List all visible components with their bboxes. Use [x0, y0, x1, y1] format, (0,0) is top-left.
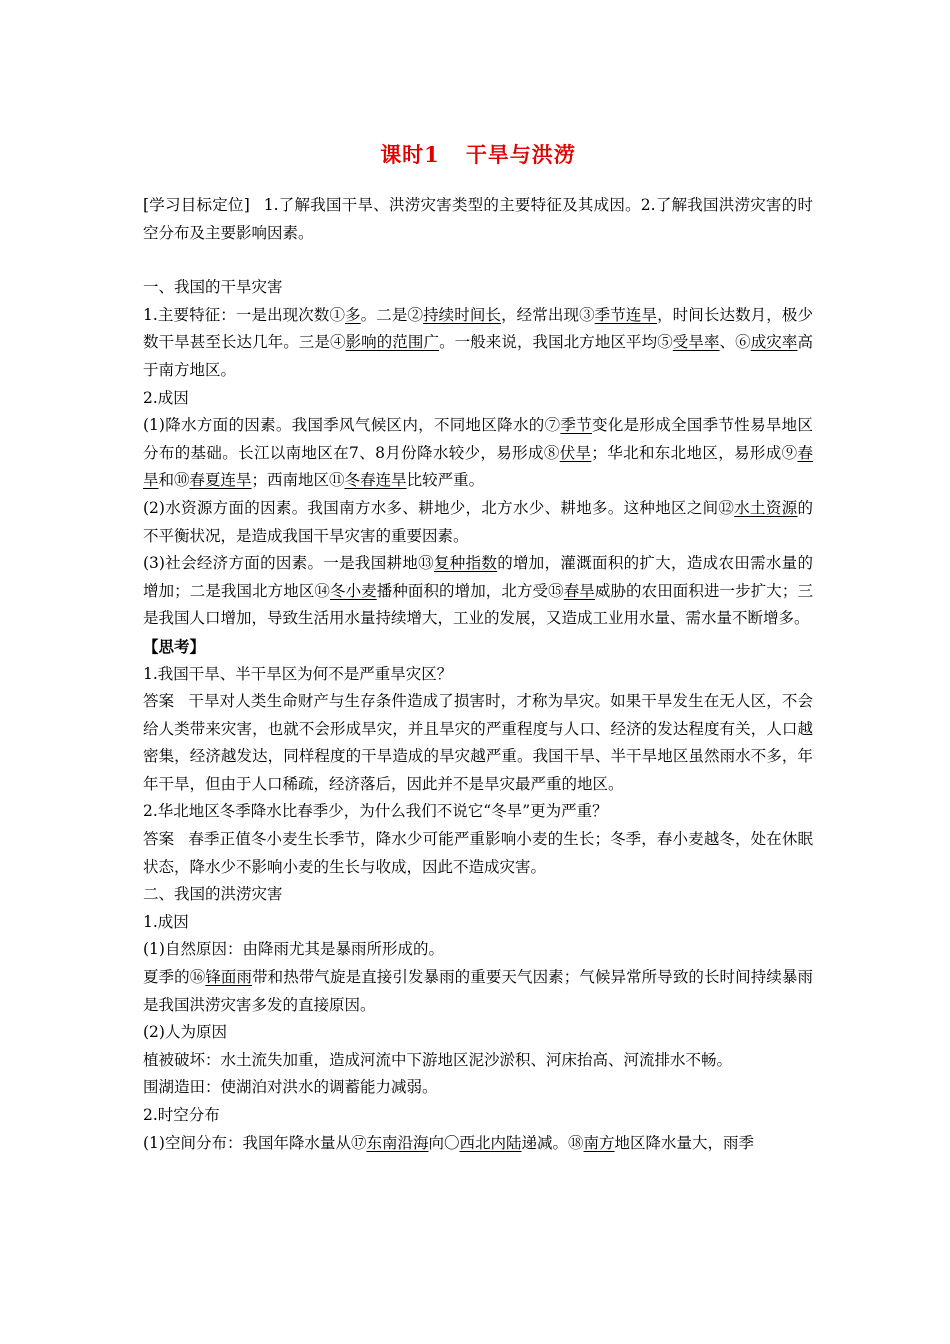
answer-blank: 水土资源 [734, 498, 798, 517]
text-run: 的增加，灌溉面积的扩大，造成农田需水量的增加；二是我国北方地区⑭ [143, 554, 813, 600]
answer-1 [143, 688, 813, 798]
text-run: 。一般来说，我国北方地区平均⑤ [439, 333, 673, 352]
text-run: 威胁的农田面积进一步扩大；三是我国人口增加，导致生活用水量持续增大，工业的发展，又造成工业用水量、需水量不断增多。 [143, 581, 813, 628]
drought-features [143, 302, 813, 385]
text-run: 夏季的⑯ [143, 968, 206, 987]
text-run: 地区降水量大，雨季 [614, 1133, 755, 1152]
think-heading: 【思考】 [143, 636, 206, 656]
text-run: (2)水资源方面的因素。我国南方水多、耕地少，北方水少、耕地多。这种地区之间⑫ [143, 498, 735, 517]
flood-distribution-heading: 2.时空分布 [143, 1106, 220, 1124]
flood-causes-heading: 1.成因 [143, 912, 189, 931]
document-page [143, 140, 813, 1157]
answer-blank: 锋面雨 [205, 968, 253, 987]
answer-blank: 春夏连旱 [189, 471, 252, 490]
section-heading-drought: 一、我国的干旱灾害 [143, 278, 283, 297]
lesson-topic: 干旱与洪涝 [465, 142, 576, 167]
drought-causes-heading: 2.成因 [143, 388, 189, 407]
answer-label: 答案 [143, 692, 175, 711]
flood-cause-human-heading: (2)人为原因 [143, 1023, 227, 1042]
text-run: 比较严重。 [406, 471, 485, 490]
answer-blank: 冬春连旱 [344, 471, 407, 490]
drought-cause-water-resources [143, 495, 813, 550]
text-run: 和⑩ [158, 471, 190, 490]
text-run: ；西南地区⑪ [251, 471, 345, 490]
text-run: 高于南方地区。 [143, 333, 813, 379]
text-run: 的不平衡状况，是造成我国干旱灾害的重要因素。 [143, 498, 813, 545]
answer-blank: 影响的范围广 [345, 333, 440, 352]
drought-cause-precipitation [143, 412, 813, 495]
text-run: (1)降水方面的因素。我国季风气候区内，不同地区降水的⑦ [143, 416, 561, 435]
text-run: 、⑥ [719, 333, 751, 352]
answer-blank: 西北内陆 [459, 1133, 522, 1152]
answer-blank: 春旱 [563, 581, 595, 600]
text-run: ；华北和东北地区，易形成⑨ [591, 443, 798, 462]
answer-blank: 春旱 [143, 443, 813, 490]
text-run: 向〇 [428, 1133, 460, 1152]
answer-blank: 受旱率 [672, 333, 720, 352]
text-run: 带和热带气旋是直接引发暴雨的重要天气因素；气候异常所导致的长时间持续暴雨是我国洪涝灾害多发的直接原因。 [143, 968, 813, 1014]
text-run: 变化是形成全国季节性易旱地区分布的基础。长江以南地区在7、8月份降水较少，易形成⑧ [143, 416, 813, 462]
flood-cause-vegetation: 植被破坏：水土流失加重，造成河流中下游地区泥沙淤积、河床抬高、河流排水不畅。 [143, 1050, 733, 1069]
flood-spatial-distribution [143, 1130, 813, 1158]
answer-blank: 复种指数 [433, 554, 498, 573]
answer-blank: 南方 [583, 1133, 615, 1152]
answer-blank: 季节 [560, 416, 593, 435]
text-run: ，时间长达数月，极少数干旱甚至长达几年。三是④ [143, 305, 813, 352]
answer-blank: 多 [345, 305, 361, 324]
question-1: 1.我国干旱、半干旱区为何不是严重旱灾区？ [143, 664, 453, 683]
learning-objectives [143, 192, 813, 247]
text-run: 递减。⑱ [521, 1133, 584, 1152]
lesson-title [143, 140, 813, 170]
flood-cause-summer-rain [143, 964, 813, 1019]
answer-blank: 伏旱 [559, 443, 592, 462]
flood-cause-natural: (1)自然原因：由降雨尤其是暴雨所形成的。 [143, 940, 444, 959]
answer-text: 干旱对人类生命财产与生存条件造成了损害时，才称为旱灾。如果干旱发生在无人区，不会给人类带来灾害，也就不会形成旱灾，并且旱灾的严重程度与人口、经济的发达程度有关，人口越密集，经济越发达，同样程度的干旱造成的旱灾越严重。我国干旱、半干旱地区虽然雨水不多，年年干旱，但由于人口稀疏，经济落后，因此并不是旱灾最严重的地区。 [143, 692, 813, 793]
drought-cause-socioeconomic [143, 550, 813, 633]
answer-blank: 成灾率 [750, 333, 798, 352]
text-run: 。二是② [360, 305, 424, 324]
section-heading-flood: 二、我国的洪涝灾害 [143, 885, 283, 904]
answer-text: 春季正值冬小麦生长季节，降水少可能严重影响小麦的生长；冬季，春小麦越冬，处在休眠状态，降水少不影响小麦的生长与收成，因此不造成灾害。 [143, 830, 813, 876]
text-run: 播种面积的增加，北方受⑮ [376, 581, 564, 600]
flood-cause-reclamation: 围湖造田：使湖泊对洪水的调蓄能力减弱。 [143, 1078, 438, 1097]
text-run: (1)空间分布：我国年降水量从⑰ [143, 1133, 367, 1152]
answer-blank: 东南沿海 [366, 1133, 429, 1152]
text-run: (3)社会经济方面的因素。一是我国耕地⑬ [143, 554, 434, 573]
question-2: 2.华北地区冬季降水比春季少，为什么我们不说它“冬旱”更为严重？ [143, 802, 608, 821]
objectives-tag: [学习目标定位] [143, 196, 250, 214]
objectives-text: 1.了解我国干旱、洪涝灾害类型的主要特征及其成因。2.了解我国洪涝灾害的时空分布及主要影响因素。 [143, 196, 813, 242]
answer-label: 答案 [143, 830, 175, 849]
answer-2 [143, 826, 813, 881]
answer-blank: 持续时间长 [423, 305, 502, 324]
answer-blank: 季节连旱 [594, 305, 658, 324]
lesson-number: 课时1 [380, 142, 440, 167]
text-run: 1.主要特征：一是出现次数① [143, 305, 346, 324]
answer-blank: 冬小麦 [329, 581, 377, 600]
text-run: ，经常出现③ [501, 305, 595, 324]
